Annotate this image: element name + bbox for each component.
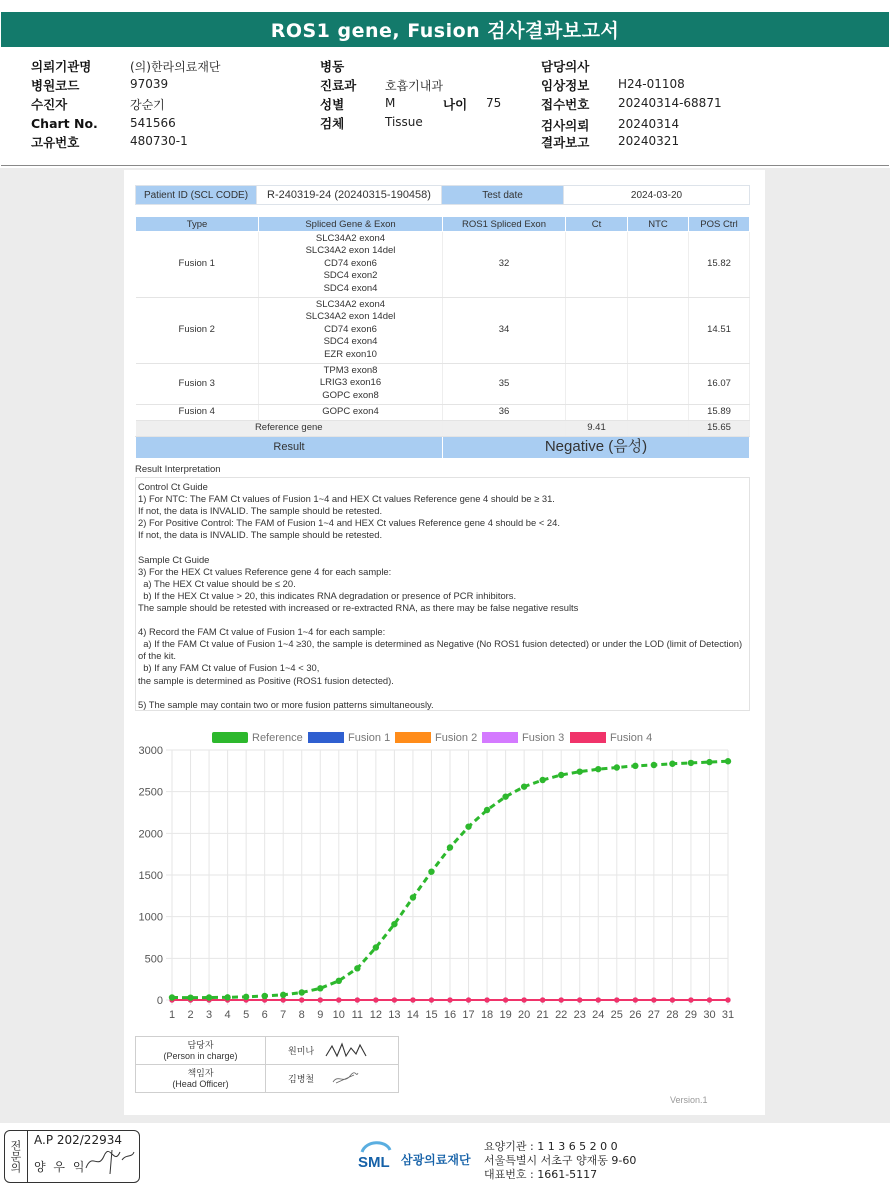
interp-line: If not, the data is INVALID. The sample should be retested. (138, 505, 383, 517)
row-genes (259, 405, 443, 420)
x-tick-label: 9 (317, 1009, 324, 1021)
interp-line: If not, the data is INVALID. The sample should be retested. (138, 529, 383, 541)
data-point (317, 985, 323, 991)
x-tick-label: 27 (647, 1009, 660, 1021)
data-point (391, 921, 397, 927)
signature-cell (266, 1065, 399, 1093)
stamp-vertical-text: 전문의 (9, 1140, 22, 1173)
header-label-age: 나이 (443, 97, 468, 112)
header-value-hospital-code: 97039 (130, 77, 169, 91)
data-point (521, 783, 527, 789)
legend-label: Fusion 1 (348, 732, 391, 744)
x-tick-label: 8 (298, 1009, 305, 1021)
data-point (558, 772, 564, 778)
org-name: 삼광의료재단 (401, 1153, 471, 1167)
footer-address: 서울특별시 서초구 양재동 9-60 (484, 1154, 637, 1167)
data-point (410, 997, 415, 1002)
header-label-sex: 성별 (320, 97, 345, 112)
gene-line: CD74 exon6 (324, 257, 377, 269)
row-type: Fusion 2 (136, 298, 259, 364)
x-tick-label: 4 (224, 1009, 231, 1021)
data-point (410, 894, 416, 900)
data-point (187, 994, 193, 1000)
data-point (354, 965, 360, 971)
interp-line: a) The HEX Ct value should be ≤ 20. (138, 577, 296, 589)
row-genes (259, 232, 443, 298)
result-row (136, 436, 750, 458)
stamp-license: A.P 202/22934 (34, 1133, 122, 1147)
x-tick-label: 16 (443, 1009, 457, 1021)
header-value-chart-no: 541566 (130, 116, 176, 130)
header-divider (1, 165, 889, 166)
header-value-department: 호흡기내과 (385, 79, 443, 93)
stamp-vertical-label (4, 1130, 28, 1183)
data-point (632, 763, 638, 769)
interp-line: 3) For the HEX Ct values Reference gene 4 for each sample: (138, 565, 392, 577)
role-en: (Head Officer) (172, 1078, 229, 1089)
header-value-specimen: Tissue (385, 115, 423, 129)
y-tick-label: 1500 (138, 870, 163, 882)
row-ntc (628, 405, 689, 420)
x-tick-label: 2 (187, 1009, 194, 1021)
x-tick-label: 5 (243, 1009, 250, 1021)
reference-row (136, 420, 750, 436)
role-ko: 책임자 (187, 1067, 214, 1078)
x-tick-label: 29 (684, 1009, 698, 1021)
x-tick-label: 11 (351, 1009, 364, 1021)
data-point (540, 997, 545, 1002)
header-value-request-date: 20240314 (618, 117, 680, 131)
reference-exon (443, 420, 566, 436)
x-tick-label: 17 (462, 1009, 475, 1021)
header-label-unique-id: 고유번호 (31, 135, 80, 150)
data-point (261, 993, 267, 999)
legend-label: Reference (252, 732, 303, 744)
data-point (688, 760, 694, 766)
gray-band-bottom (0, 1115, 890, 1123)
data-point (206, 994, 212, 1000)
row-pos-ctrl: 15.89 (689, 405, 750, 420)
footer-provider-code: 요양기관 : 1 1 3 6 5 2 0 0 (484, 1140, 618, 1153)
gene-line: SLC34A2 exon4 (315, 299, 386, 311)
data-point (484, 807, 490, 813)
reference-pos-ctrl: 15.65 (689, 420, 750, 436)
result-value: Negative (음성) (443, 436, 750, 458)
table-row (136, 364, 750, 405)
x-tick-label: 14 (406, 1009, 420, 1021)
col-header-ct: Ct (566, 217, 628, 232)
row-pos-ctrl: 14.51 (689, 298, 750, 364)
col-header-ros1-exon: ROS1 Spliced Exon (443, 217, 566, 232)
test-date-label: Test date (442, 186, 564, 205)
x-tick-label: 6 (261, 1009, 268, 1021)
results-table (135, 216, 750, 459)
y-tick-label: 1000 (138, 911, 163, 924)
data-point (224, 994, 230, 1000)
legend-swatch (395, 732, 431, 743)
data-point (299, 997, 304, 1002)
interp-line (138, 614, 747, 626)
row-ntc (628, 364, 689, 405)
row-genes (259, 298, 443, 364)
data-point (169, 994, 175, 1000)
row-ros1-exon: 32 (443, 232, 566, 298)
x-tick-label: 18 (480, 1009, 494, 1021)
x-tick-label: 15 (425, 1009, 438, 1021)
data-point (318, 997, 323, 1002)
header-value-patient: 강순기 (130, 98, 165, 112)
data-point (484, 997, 489, 1002)
footer-phone: 대표번호 : 1661-5117 (484, 1168, 598, 1181)
data-point (651, 997, 656, 1002)
data-point (281, 997, 286, 1002)
data-point (577, 997, 582, 1002)
data-point (651, 762, 657, 768)
interpretation-box (135, 477, 750, 711)
patient-id-value: R-240319-24 (20240315-190458) (257, 186, 442, 205)
row-ct (566, 405, 628, 420)
x-tick-label: 13 (388, 1009, 401, 1021)
data-point (336, 997, 341, 1002)
signature-scribble-icon (324, 1040, 372, 1060)
row-type: Fusion 4 (136, 405, 259, 420)
data-point (596, 997, 601, 1002)
gene-line: SLC34A2 exon 14del (305, 245, 396, 257)
signature-role (136, 1065, 266, 1093)
role-ko: 담당자 (187, 1039, 214, 1050)
header-label-request-date: 검사의뢰 (541, 118, 590, 133)
data-point (429, 997, 434, 1002)
y-tick-label: 0 (156, 995, 163, 1007)
data-point (373, 997, 378, 1002)
legend-label: Fusion 2 (435, 732, 478, 744)
col-header-ntc: NTC (628, 217, 689, 232)
row-ct (566, 232, 628, 298)
interp-line (138, 541, 747, 553)
data-point (299, 989, 305, 995)
interp-line (138, 687, 747, 699)
data-point (707, 997, 712, 1002)
x-tick-label: 22 (555, 1009, 568, 1021)
header-label-patient: 수진자 (31, 97, 68, 112)
interp-line: b) If any FAM Ct value of Fusion 1~4 < 30, (138, 662, 320, 674)
header-value-sex: M (385, 96, 396, 110)
data-point (706, 759, 712, 765)
gray-band-right (765, 170, 890, 1115)
row-ntc (628, 298, 689, 364)
x-tick-label: 10 (332, 1009, 345, 1021)
x-tick-label: 12 (369, 1009, 382, 1021)
header-value-age: 75 (486, 96, 502, 110)
data-point (502, 793, 508, 799)
row-ct (566, 298, 628, 364)
data-point (373, 944, 379, 950)
data-point (428, 868, 434, 874)
interp-line: 2) For Positive Control: The FAM of Fusion 1~4 and HEX Ct values Reference gene 4 should be < 24. (138, 517, 560, 529)
row-ros1-exon: 34 (443, 298, 566, 364)
interp-line: Sample Ct Guide (138, 553, 210, 565)
signature-cell (266, 1037, 399, 1065)
header-value-report-date: 20240321 (618, 134, 680, 148)
gene-line: SDC4 exon4 (323, 282, 378, 294)
data-point (725, 997, 730, 1002)
header-label-doctor: 담당의사 (541, 59, 590, 74)
table-row (136, 232, 750, 298)
data-point (466, 997, 471, 1002)
interp-line: 1) For NTC: The FAM Ct values of Fusion 1~4 and HEX Ct values Reference gene 4 should be ≥ 31. (138, 493, 555, 505)
test-date-value: 2024-03-20 (564, 186, 750, 205)
row-ct (566, 364, 628, 405)
signature-row (136, 1037, 399, 1065)
data-point (614, 764, 620, 770)
patient-id-label: Patient ID (SCL CODE) (136, 186, 257, 205)
header-label-department: 진료과 (320, 78, 357, 93)
sml-logo-icon (356, 1138, 396, 1172)
y-tick-label: 2500 (138, 786, 163, 799)
data-point (465, 823, 471, 829)
signature-row (136, 1065, 399, 1093)
patient-info-table (135, 185, 750, 205)
data-point (503, 997, 508, 1002)
legend-swatch (308, 732, 344, 743)
signer-name: 원미나 (288, 1046, 315, 1056)
data-point (539, 777, 545, 783)
logo-text: SML (358, 1154, 390, 1171)
gray-band-left (0, 170, 124, 1115)
gene-line: TPM3 exon8 (323, 365, 378, 377)
data-point (447, 997, 452, 1002)
legend-swatch (482, 732, 518, 743)
gene-line: GOPC exon8 (322, 389, 379, 401)
x-tick-label: 31 (721, 1009, 735, 1021)
x-tick-label: 28 (666, 1009, 679, 1021)
data-point (595, 766, 601, 772)
x-tick-label: 30 (703, 1009, 716, 1021)
signature-table (135, 1036, 399, 1093)
data-point (447, 844, 453, 850)
interp-line: a) If the FAM Ct value of Fusion 1~4 ≥30, the sample is determined as Negative (No ROS1 fusion detected) or under the LOD (limit of Detection) of the kit. (138, 638, 745, 662)
row-type: Fusion 3 (136, 364, 259, 405)
legend-swatch (212, 732, 248, 743)
header-value-unique-id: 480730-1 (130, 134, 188, 148)
version-label: Version.1 (670, 1095, 708, 1105)
header-label-specimen: 검체 (320, 116, 345, 131)
data-point (688, 997, 693, 1002)
data-point (633, 997, 638, 1002)
interp-line: Control Ct Guide (138, 481, 208, 492)
legend-swatch (570, 732, 606, 743)
x-tick-label: 26 (629, 1009, 642, 1021)
reference-ct: 9.41 (566, 420, 628, 436)
y-tick-label: 2000 (138, 828, 163, 841)
interp-line: the sample is determined as Positive (ROS1 fusion detected). (138, 674, 394, 686)
gene-line: SDC4 exon2 (323, 270, 378, 282)
header-label-institution: 의뢰기관명 (31, 59, 92, 74)
legend-label: Fusion 4 (610, 732, 653, 744)
row-ros1-exon: 35 (443, 364, 566, 405)
gene-line: LRIG3 exon16 (319, 377, 382, 389)
x-tick-label: 23 (573, 1009, 586, 1021)
stamp-signature-icon (82, 1146, 138, 1176)
gene-line: GOPC exon4 (322, 406, 379, 418)
gene-line: EZR exon10 (324, 348, 377, 360)
x-tick-label: 7 (280, 1009, 287, 1021)
interp-line: 5) The sample may contain two or more fusion patterns simultaneously. (138, 698, 434, 710)
col-header-gene: Spliced Gene & Exon (259, 217, 443, 232)
gene-line: CD74 exon6 (324, 323, 377, 335)
data-point (522, 997, 527, 1002)
header-value-receipt-no: 20240314-68871 (618, 96, 722, 110)
gene-line: SLC34A2 exon4 (315, 233, 386, 244)
gene-line: SDC4 exon4 (323, 336, 378, 348)
role-en: (Person in charge) (163, 1050, 238, 1061)
y-tick-label: 3000 (138, 745, 163, 757)
row-ntc (628, 232, 689, 298)
data-point (336, 978, 342, 984)
interp-line: 4) Record the FAM Ct value of Fusion 1~4 for each sample: (138, 626, 386, 638)
x-tick-label: 3 (206, 1009, 213, 1021)
data-point (243, 994, 249, 1000)
table-row (136, 405, 750, 420)
header-label-ward: 병동 (320, 59, 345, 74)
legend-label: Fusion 3 (522, 732, 565, 744)
x-tick-label: 24 (592, 1009, 605, 1021)
signer-name: 김병철 (288, 1074, 315, 1084)
x-tick-label: 25 (610, 1009, 623, 1021)
signature-scribble-icon (330, 1070, 360, 1086)
col-header-pos-ctrl: POS Ctrl (689, 217, 750, 232)
signature-role (136, 1037, 266, 1065)
x-tick-label: 1 (168, 1009, 176, 1021)
interp-line: The sample should be retested with increased or re-extracted RNA, as there may be false negative results (138, 601, 579, 613)
header-label-report-date: 결과보고 (541, 135, 590, 150)
data-point (280, 992, 286, 998)
header-label-hospital-code: 병원코드 (31, 78, 80, 93)
header-label-chart-no: Chart No. (31, 116, 98, 131)
data-point (669, 761, 675, 767)
result-label: Result (136, 436, 443, 458)
gene-line: SLC34A2 exon 14del (305, 311, 396, 323)
reference-ntc (628, 420, 689, 436)
data-point (577, 768, 583, 774)
data-point (670, 997, 675, 1002)
x-tick-label: 19 (499, 1009, 512, 1021)
data-point (725, 758, 731, 764)
interp-line: b) If the HEX Ct value > 20, this indicates RNA degradation or presence of PCR inhibitors. (138, 589, 517, 601)
row-pos-ctrl: 15.82 (689, 232, 750, 298)
reference-label: Reference gene (136, 420, 443, 436)
data-point (392, 997, 397, 1002)
data-point (559, 997, 564, 1002)
data-point (355, 997, 360, 1002)
data-point (614, 997, 619, 1002)
x-tick-label: 21 (536, 1009, 549, 1021)
row-genes (259, 364, 443, 405)
header-value-clinical-info: H24-01108 (618, 77, 685, 91)
col-header-type: Type (136, 217, 259, 232)
row-type: Fusion 1 (136, 232, 259, 298)
report-title: ROS1 gene, Fusion 검사결과보고서 (1, 12, 889, 47)
y-tick-label: 500 (144, 953, 163, 966)
header-label-receipt-no: 접수번호 (541, 97, 590, 112)
stamp-name: 양 우 익 (34, 1160, 87, 1174)
row-ros1-exon: 36 (443, 405, 566, 420)
row-pos-ctrl: 16.07 (689, 364, 750, 405)
table-row (136, 298, 750, 364)
header-value-institution: (의)한라의료재단 (130, 60, 221, 74)
x-tick-label: 20 (518, 1009, 531, 1021)
header-label-clinical-info: 임상정보 (541, 78, 590, 93)
amplification-chart (130, 725, 750, 1025)
interpretation-heading: Result Interpretation (135, 464, 221, 475)
